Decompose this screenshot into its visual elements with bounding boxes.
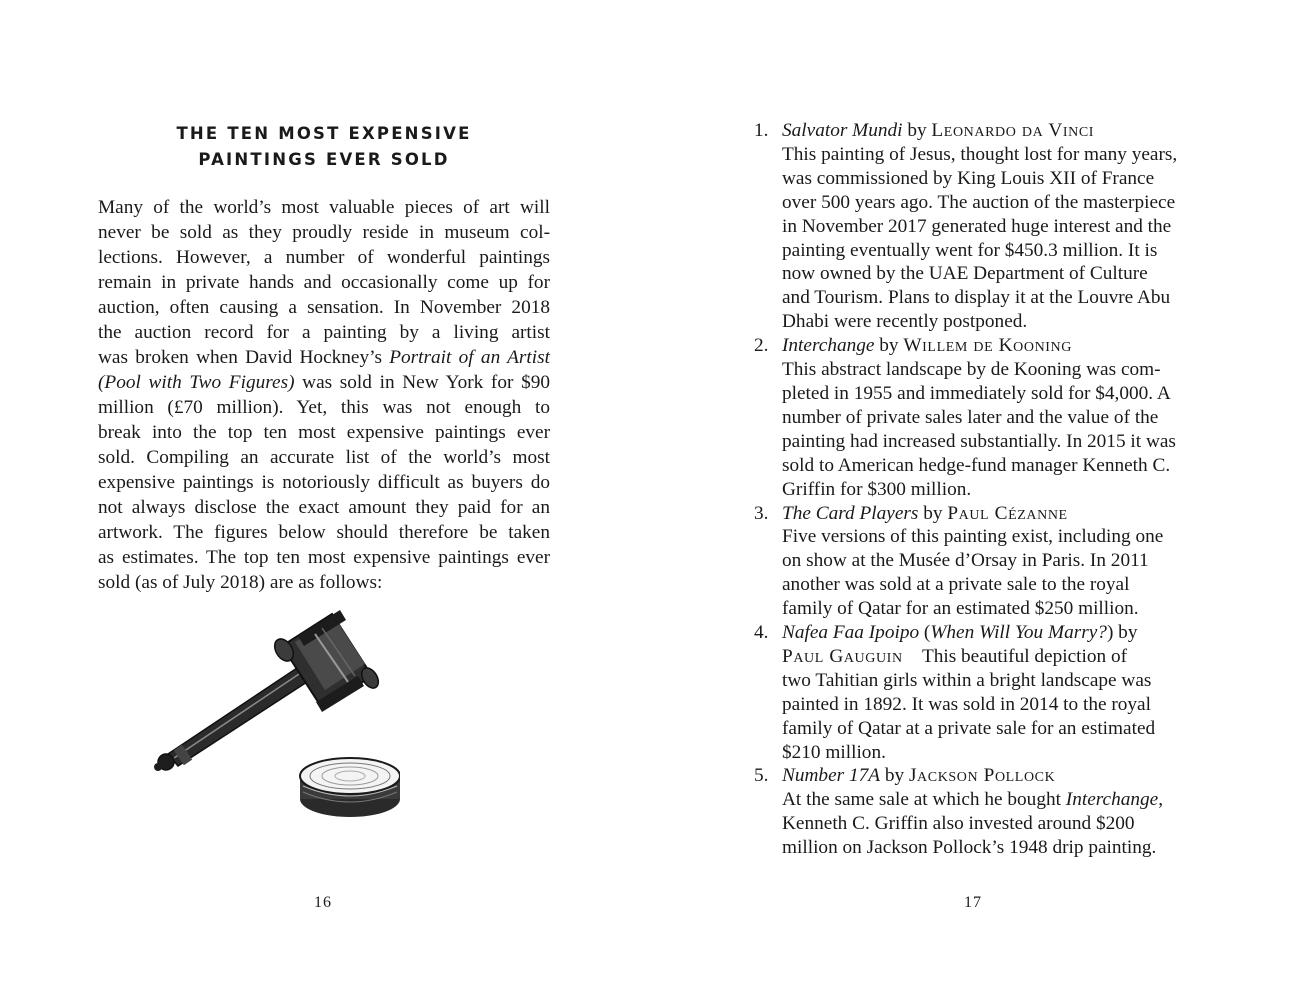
item-text-line: Five versions of this painting exist, including one xyxy=(782,526,1164,548)
item-text-line: and Tourism. Plans to display it at the Louvre Abu xyxy=(782,287,1171,309)
item-number: 4. xyxy=(754,622,769,644)
item-text-line: painting had increased substantially. In 2015 it was xyxy=(782,430,1176,452)
by-text: ) by xyxy=(1106,622,1138,644)
item-text-line: Dhabi were recently postponed. xyxy=(782,311,1028,333)
item-text-line: This abstract landscape by de Kooning was com- xyxy=(782,359,1161,381)
painting-list xyxy=(752,119,1212,860)
item-text-line: Griffin for $300 million. xyxy=(782,478,972,500)
item-title-line xyxy=(782,621,1212,645)
item-number: 5. xyxy=(754,765,769,787)
list-item xyxy=(752,764,1212,860)
item-number: 3. xyxy=(754,502,769,524)
painting-title: Interchange xyxy=(782,335,875,357)
by-text: by xyxy=(902,120,932,141)
intro-line: million (£70 million). Yet, this was not enough to xyxy=(98,397,550,418)
painting-title: Nafea Faa Ipoipo xyxy=(782,622,920,644)
artist-name: Paul Gauguin xyxy=(782,645,903,667)
intro-line xyxy=(98,345,550,370)
gavel-handle xyxy=(154,666,310,771)
artist-name: Paul Cézanne xyxy=(947,502,1068,524)
item-text-line: $210 million. xyxy=(782,741,886,763)
item-text-line: now owned by the UAE Department of Culture xyxy=(782,263,1148,285)
intro-line: break into the top ten most expensive paintings ever xyxy=(98,422,550,443)
item-text-line: painted in 1892. It was sold in 2014 to the royal xyxy=(782,693,1151,715)
intro-line: never be sold as they proudly reside in museum col- xyxy=(98,222,550,243)
gavel-icon xyxy=(150,606,400,826)
item-text: , xyxy=(1158,789,1164,811)
intro-line: Many of the world’s most valuable pieces of art will xyxy=(98,197,550,218)
item-text-line: over 500 years ago. The auction of the masterpiece xyxy=(782,191,1176,213)
item-text-line xyxy=(782,788,1212,812)
intro-line: sold. Compiling an accurate list of the world’s most xyxy=(98,447,550,468)
list-item xyxy=(752,502,1212,622)
item-text-line: family of Qatar for an estimated $250 million. xyxy=(782,598,1139,620)
intro-line: artwork. The figures below should therefore be taken xyxy=(98,522,550,543)
intro-line xyxy=(98,370,550,395)
intro-line: expensive paintings is notoriously difficult as buyers do xyxy=(98,472,550,493)
by-text: by xyxy=(880,765,909,787)
gavel-head xyxy=(271,610,382,712)
item-text-line: This painting of Jesus, thought lost for many years, xyxy=(782,143,1178,165)
left-page xyxy=(0,0,648,1005)
painting-title: Number 17A xyxy=(782,765,881,787)
artwork-title: (Pool with Two Figures) xyxy=(98,372,295,393)
item-title-line xyxy=(782,764,1212,788)
intro-line: not always disclose the exact amount they paid for an xyxy=(98,497,550,518)
intro-text: was broken when David Hockney’s xyxy=(98,347,390,368)
intro-line: auction, often causing a sensation. In November 2018 xyxy=(98,297,550,318)
item-text-line: in November 2017 generated huge interest and the xyxy=(782,215,1172,237)
item-text: This beautiful depiction of xyxy=(921,645,1128,667)
page-number: 16 xyxy=(314,894,332,911)
item-text-line xyxy=(782,645,1212,669)
item-text-line: was commissioned by King Louis XII of France xyxy=(782,167,1155,189)
item-title-line xyxy=(782,502,1212,526)
heading-line-1: THE TEN MOST EXPENSIVE xyxy=(176,124,472,143)
list-item xyxy=(752,621,1212,764)
artist-name: Jackson Pollock xyxy=(908,765,1056,787)
item-text-line: on show at the Musée d’Orsay in Paris. In 2011 xyxy=(782,550,1149,572)
intro-line: the auction record for a painting by a living artist xyxy=(98,322,550,343)
item-number: 1. xyxy=(754,120,769,141)
intro-line: sold (as of July 2018) are as follows: xyxy=(98,572,383,593)
heading-line-2: PAINTINGS EVER SOLD xyxy=(198,150,450,169)
intro-line: remain in private hands and occasionally come up for xyxy=(98,272,550,293)
item-text-line: number of private sales later and the value of the xyxy=(782,406,1159,428)
by-text: by xyxy=(918,502,948,524)
item-text-line: sold to American hedge-fund manager Kenneth C. xyxy=(782,454,1171,476)
page-heading xyxy=(98,121,550,173)
item-text-line: family of Qatar at a private sale for an estimated xyxy=(782,717,1156,739)
artist-name: Leonardo da Vinci xyxy=(931,120,1095,141)
item-text-line: another was sold at a private sale to the royal xyxy=(782,574,1130,596)
item-title-line xyxy=(782,334,1212,358)
painting-title: The Card Players xyxy=(782,502,919,524)
item-text-line: painting eventually went for $450.3 million. It is xyxy=(782,239,1158,261)
by-text: by xyxy=(874,335,904,357)
intro-line: lections. However, a number of wonderful paintings xyxy=(98,247,550,268)
list-item xyxy=(752,334,1212,501)
sound-block xyxy=(300,758,400,817)
item-text-line: pleted in 1955 and immediately sold for $4,000. A xyxy=(782,382,1171,404)
paren-text: ( xyxy=(919,622,931,644)
item-text: At the same sale at which he bought xyxy=(782,789,1066,811)
item-text-line: two Tahitian girls within a bright landscape was xyxy=(782,669,1152,691)
item-text-line: million on Jackson Pollock’s 1948 drip painting. xyxy=(782,837,1157,859)
painting-title: Interchange xyxy=(1065,789,1159,811)
page-number: 17 xyxy=(964,894,982,911)
intro-line: as estimates. The top ten most expensive paintings ever xyxy=(98,547,550,568)
artist-name: Willem de Kooning xyxy=(903,335,1072,357)
painting-subtitle: When Will You Marry? xyxy=(930,622,1107,644)
item-title-line xyxy=(782,119,1212,143)
intro-paragraph xyxy=(98,195,550,595)
painting-title: Salvator Mundi xyxy=(782,120,903,141)
item-number: 2. xyxy=(754,335,769,357)
item-text-line: Kenneth C. Griffin also invested around $200 xyxy=(782,813,1135,835)
list-item xyxy=(752,119,1212,334)
artwork-title: Portrait of an Artist xyxy=(389,347,550,368)
intro-text: was sold in New York for $90 xyxy=(294,372,550,393)
